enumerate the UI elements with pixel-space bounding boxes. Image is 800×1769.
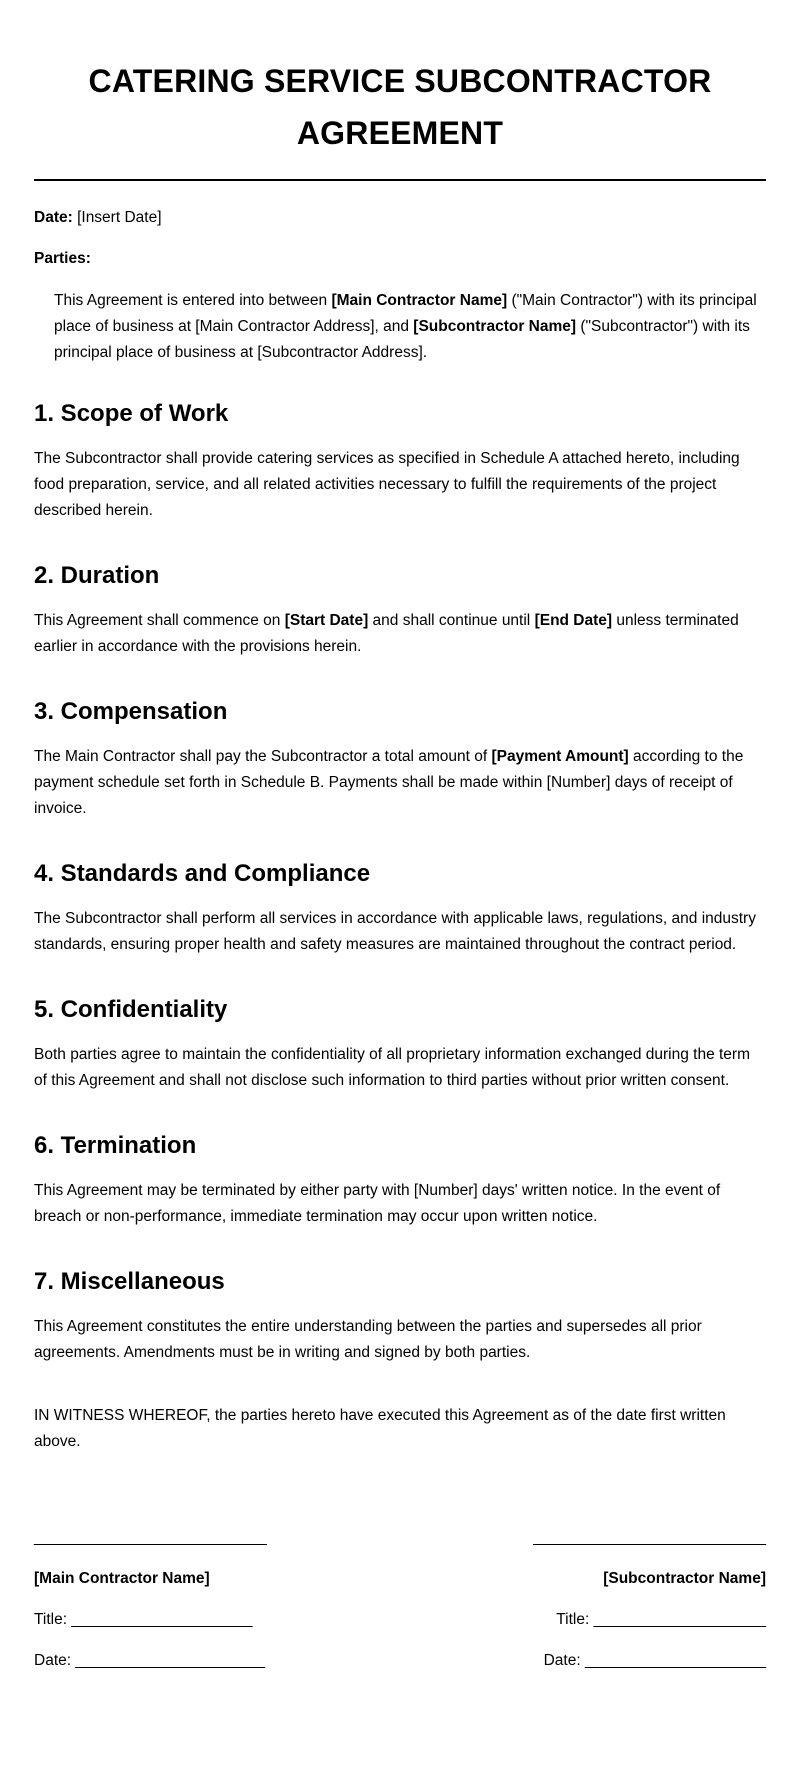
section-body [34,744,766,822]
section-confidentiality [34,995,766,1094]
section-duration [34,561,766,660]
parties-paragraph [34,288,766,366]
main-contractor-signature-block [34,1525,267,1689]
subcontractor-name-placeholder: [Subcontractor Name] [413,318,577,335]
title-line: Title: ____________________ [556,1611,766,1628]
document-title: CATERING SERVICE SUBCONTRACTOR AGREEMENT [88,63,712,151]
body-text: unless terminated earlier in accordance with the provisions herein. [34,612,739,655]
section-body: This Agreement constitutes the entire understanding between the parties and supersedes all prior agreements. Amendments must be in writing and signed by both parties. [34,1318,702,1361]
title-line: Title: _____________________ [34,1611,253,1628]
parties-text: This Agreement is entered into between [54,292,332,309]
body-text: according to the payment schedule set forth in Schedule B. Payments shall be made within [Number] days of receipt of invoice. [34,748,744,817]
section-heading: 1. Scope of Work [34,400,229,427]
signature-line: ___________________________ [533,1529,766,1546]
section-heading: 4. Standards and Compliance [34,860,371,887]
section-heading: 6. Termination [34,1132,197,1159]
start-date-placeholder: [Start Date] [284,612,369,629]
section-body: The Subcontractor shall provide catering services as specified in Schedule A attached hereto, including food preparation, service, and all related activities necessary to fulfill the requirements of the project described herein. [34,450,740,519]
date-line: Date: ______________________ [34,1652,266,1669]
signature-line: ___________________________ [34,1529,267,1546]
section-heading: 7. Miscellaneous [34,1268,225,1295]
body-text: and shall continue until [368,612,535,629]
title-divider [34,179,766,181]
date-line: Date: _____________________ [543,1652,766,1669]
section-heading: 3. Compensation [34,698,228,725]
section-body: Both parties agree to maintain the confidentiality of all proprietary information exchanged during the term of this Agreement and shall not disclose such information to third parties without prior written consent. [34,1046,750,1089]
section-body: The Subcontractor shall perform all services in accordance with applicable laws, regulations, and industry standards, ensuring proper health and safety measures are maintained throughout the contract period. [34,910,756,953]
section-scope-of-work [34,399,766,524]
section-miscellaneous [34,1267,766,1366]
section-heading: 2. Duration [34,562,160,589]
section-compensation [34,697,766,822]
section-standards-and-compliance [34,859,766,958]
date-line [34,205,766,231]
payment-amount-placeholder: [Payment Amount] [491,748,629,765]
signature-area [34,1525,766,1689]
section-body [34,608,766,660]
section-body: This Agreement may be terminated by either party with [Number] days' written notice. In the event of breach or non-performance, immediate termination may occur upon written notice. [34,1182,721,1225]
signatory-name: [Main Contractor Name] [34,1570,210,1587]
parties-label: Parties: [34,250,91,267]
date-label: Date: [34,209,73,226]
end-date-placeholder: [End Date] [534,612,613,629]
body-text: The Main Contractor shall pay the Subcontractor a total amount of [34,748,492,765]
witness-clause: IN WITNESS WHEREOF, the parties hereto have executed this Agreement as of the date first written above. [34,1407,726,1450]
parties-text: ("Main Contractor") with its principal place of business at [Main Contractor Address], and [54,292,757,335]
section-heading: 5. Confidentiality [34,996,228,1023]
signatory-name: [Subcontractor Name] [603,1570,766,1587]
main-contractor-name-placeholder: [Main Contractor Name] [331,292,508,309]
parties-line [34,246,766,272]
parties-text: ("Subcontractor") with its principal place of business at [Subcontractor Address]. [54,318,750,361]
date-value: [Insert Date] [77,209,162,226]
section-termination [34,1131,766,1230]
subcontractor-signature-block [533,1525,766,1689]
body-text: This Agreement shall commence on [34,612,285,629]
